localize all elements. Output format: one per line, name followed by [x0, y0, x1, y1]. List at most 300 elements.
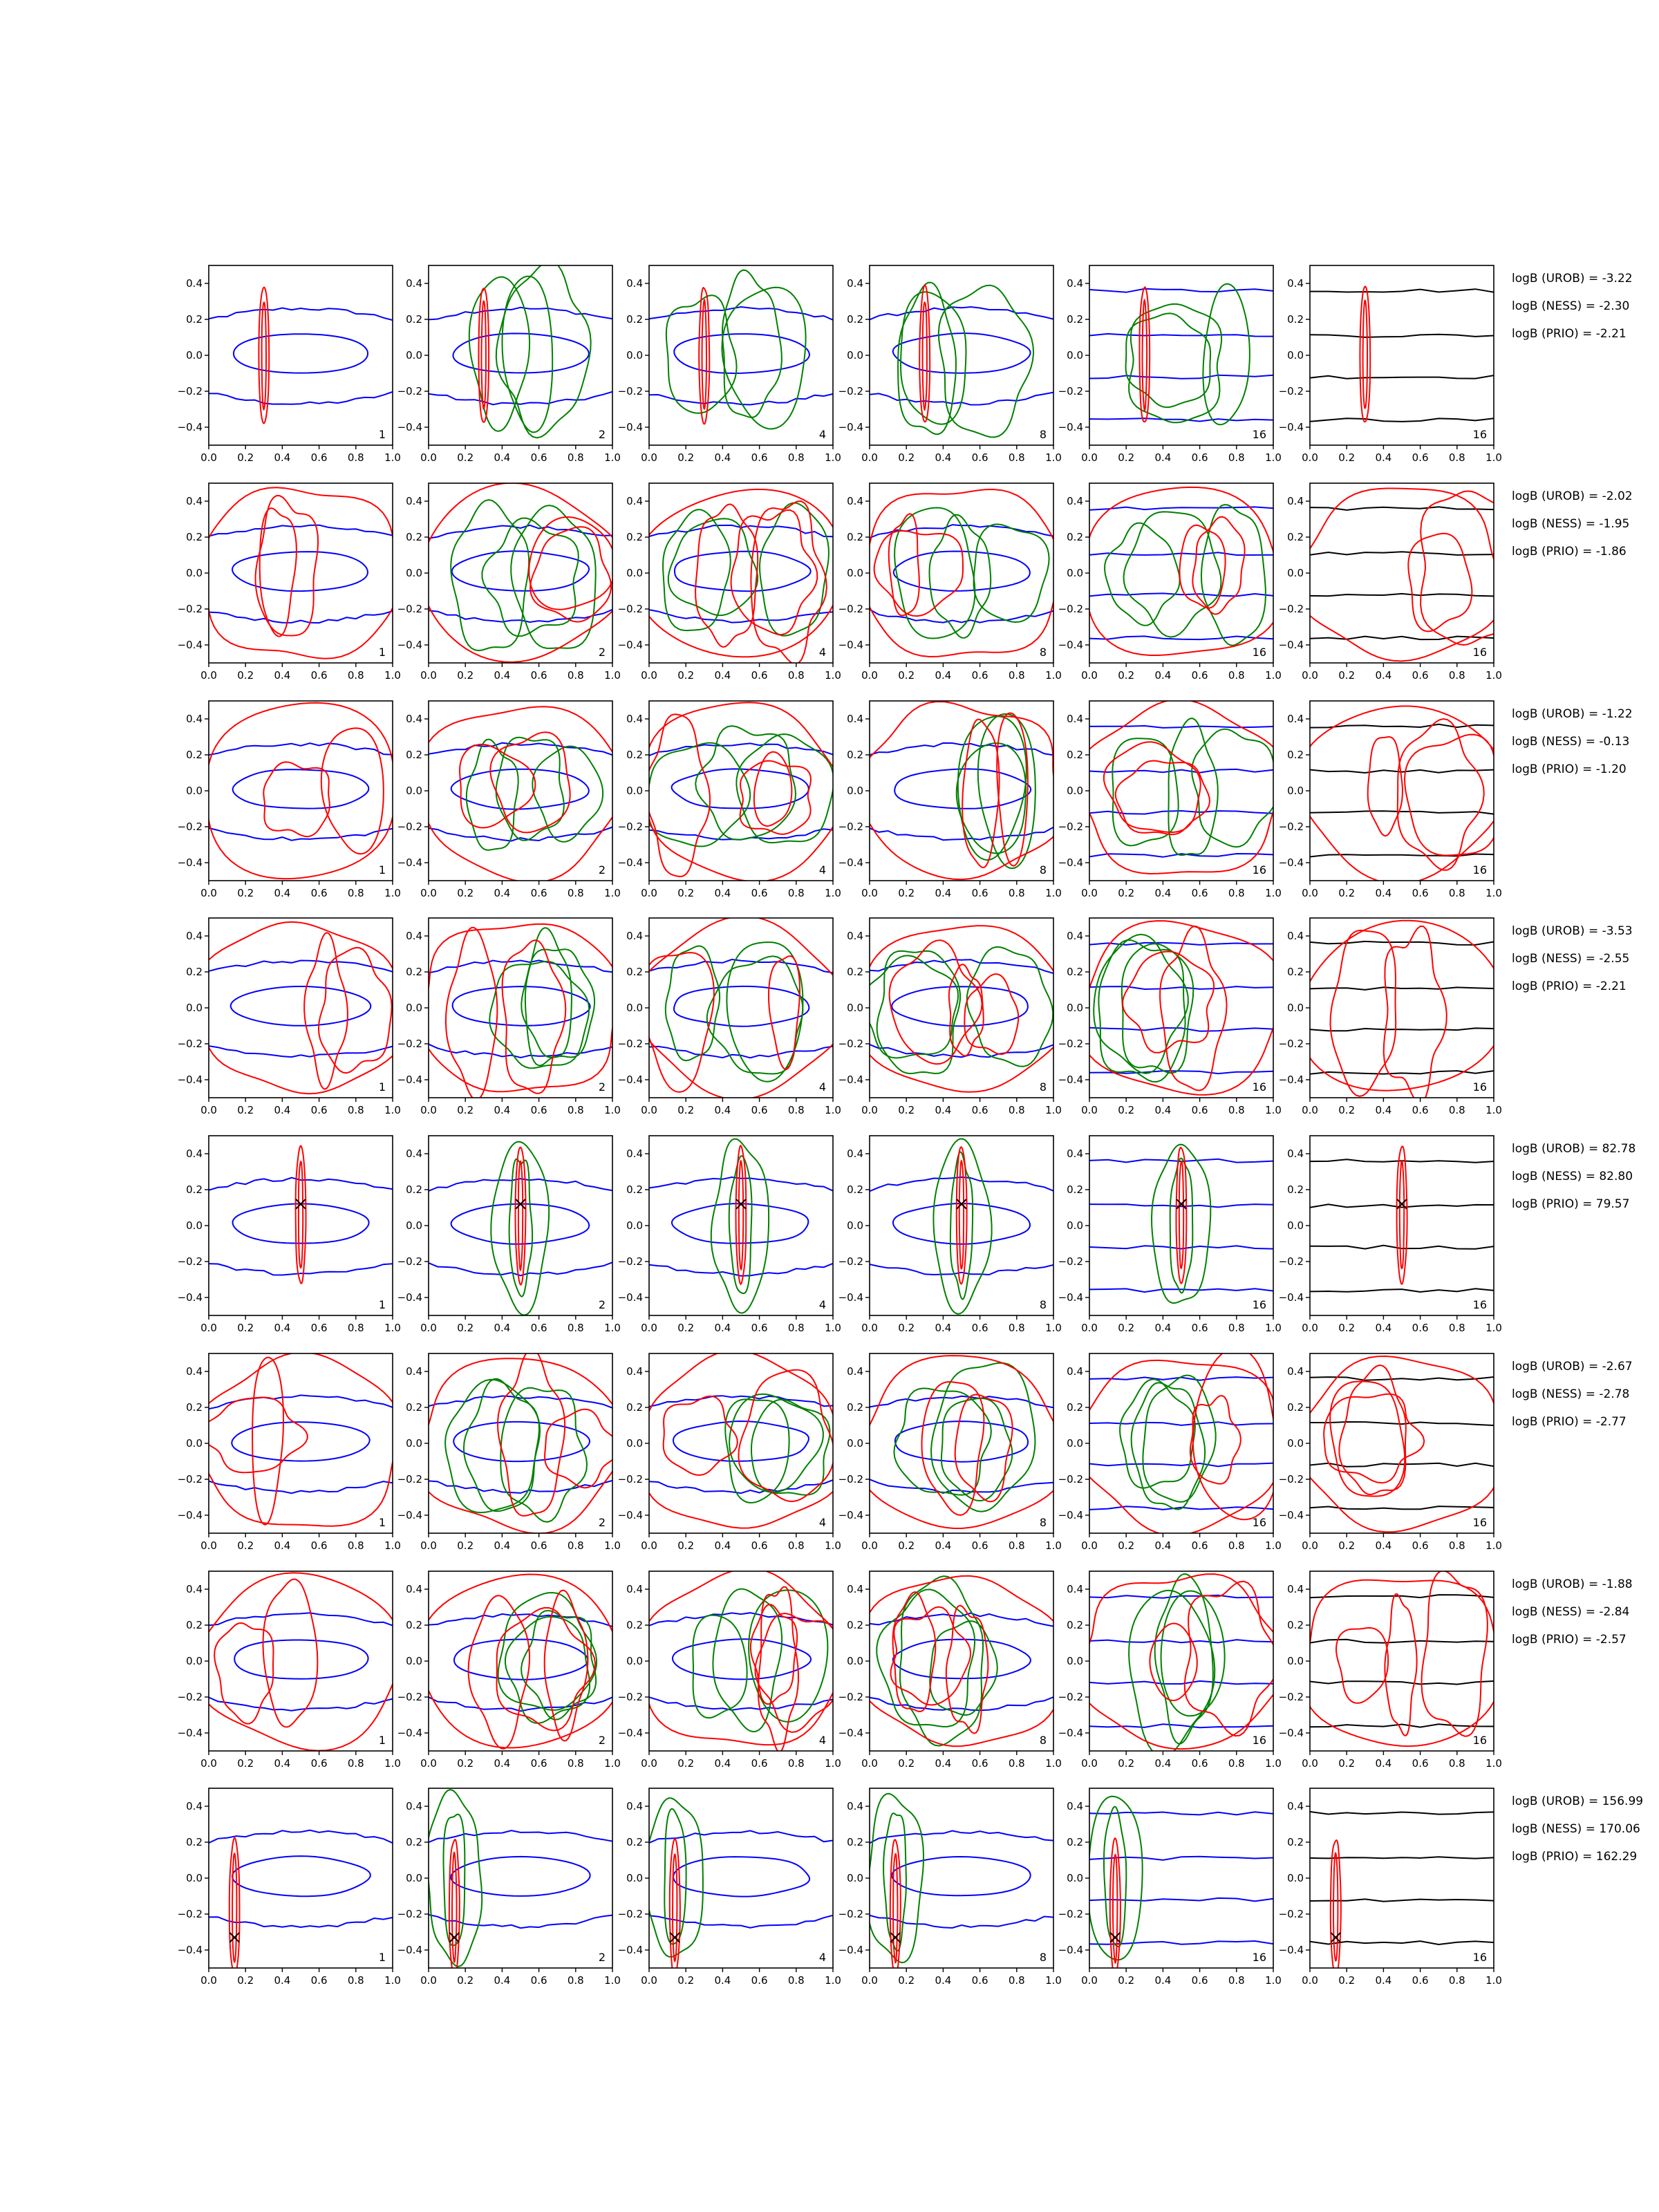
contour-blue-band — [1089, 1422, 1273, 1425]
x-tick-label: 0.8 — [1228, 1322, 1245, 1334]
x-tick-label: 1.0 — [1045, 1757, 1062, 1770]
contour-black-band — [1310, 1422, 1494, 1425]
logb-readout: logB (UROB) = 156.99 — [1512, 1794, 1644, 1808]
x-tick-label: 0.6 — [1412, 1322, 1429, 1334]
y-tick-label: −0.2 — [177, 821, 203, 833]
x-tick-label: 0.2 — [457, 1539, 474, 1552]
x-tick-label: 0.0 — [1081, 1322, 1098, 1334]
y-tick-label: 0.2 — [1067, 1183, 1083, 1196]
logb-readout: logB (PRIO) = -2.57 — [1512, 1633, 1627, 1647]
y-tick-label: −0.4 — [838, 856, 863, 869]
y-tick-label: 0.4 — [626, 1583, 643, 1595]
plot-area — [1076, 1348, 1279, 1535]
x-tick-label: 0.6 — [751, 451, 768, 464]
panel-label: 4 — [818, 428, 826, 441]
contour-blue-inner — [893, 333, 1031, 373]
y-tick-label: 0.4 — [186, 930, 203, 942]
y-tick-label: 0.2 — [186, 1836, 203, 1848]
panel-label: 16 — [1472, 1516, 1487, 1529]
plot-area — [209, 1830, 393, 1976]
x-tick-label: 0.4 — [714, 451, 731, 464]
plot-area — [641, 1568, 845, 1752]
row-7 — [178, 1568, 1633, 1770]
contour-blue-inner — [674, 986, 809, 1027]
panel-r8-c5 — [1058, 1788, 1282, 1987]
y-tick-label: −0.4 — [617, 856, 643, 869]
contour-red — [1113, 1855, 1117, 1962]
contour-red — [1363, 301, 1367, 409]
y-tick-label: 0.0 — [186, 1872, 203, 1884]
contour-red — [890, 940, 982, 1064]
x-tick-label: 0.8 — [347, 1322, 364, 1334]
contour-red-outer — [196, 922, 405, 1094]
logb-readout: logB (PRIO) = -2.77 — [1512, 1415, 1627, 1429]
y-tick-label: −0.2 — [177, 603, 203, 615]
x-tick-label: 1.0 — [825, 1539, 841, 1552]
contour-red — [1360, 287, 1370, 422]
x-tick-label: 0.6 — [1191, 1322, 1208, 1334]
y-tick-label: 0.4 — [626, 1800, 643, 1812]
y-tick-label: 0.0 — [847, 1002, 863, 1014]
x-tick-label: 0.0 — [861, 669, 878, 682]
y-tick-label: 0.4 — [1287, 713, 1304, 725]
contour-blue-band — [870, 827, 1053, 841]
x-tick-label: 0.2 — [237, 1757, 254, 1770]
panel-r1-c3 — [618, 265, 841, 464]
y-tick-label: 0.4 — [1067, 495, 1083, 507]
panel-label: 2 — [598, 1080, 606, 1094]
contour-blue-inner — [452, 551, 590, 591]
x-tick-label: 0.2 — [677, 887, 695, 899]
panel-label: 1 — [378, 1298, 386, 1311]
logb-readout: logB (NESS) = 82.80 — [1512, 1170, 1633, 1183]
x-tick-label: 0.6 — [1412, 451, 1429, 464]
y-tick-label: −0.2 — [397, 1038, 422, 1050]
y-tick-label: 0.4 — [406, 1583, 422, 1595]
y-tick-label: −0.4 — [1058, 1074, 1083, 1086]
panel-label: 16 — [1472, 1080, 1487, 1094]
contour-black-band — [1310, 1681, 1494, 1685]
contour-red — [262, 302, 266, 409]
x-tick-label: 0.8 — [1228, 1757, 1245, 1770]
contour-red — [1397, 1146, 1407, 1284]
x-tick-label: 0.4 — [1154, 1322, 1172, 1334]
axes-frame — [429, 918, 612, 1098]
y-tick-label: −0.4 — [838, 1074, 863, 1086]
panel-label: 16 — [1472, 646, 1487, 659]
x-tick-label: 0.0 — [1081, 1539, 1098, 1552]
contour-green — [664, 1809, 686, 1944]
logb-readout: logB (NESS) = -1.95 — [1512, 517, 1630, 531]
y-tick-label: 0.0 — [1067, 1002, 1083, 1014]
contour-blue-band — [1089, 1246, 1273, 1248]
panel-r7-c5 — [1058, 1571, 1288, 1770]
contour-blue-band — [429, 1396, 612, 1408]
plot-area — [1310, 1812, 1494, 1976]
panel-label: 8 — [1039, 646, 1047, 659]
panel-label: 4 — [818, 1516, 826, 1529]
logb-readout: logB (UROB) = 82.78 — [1512, 1142, 1636, 1156]
y-tick-label: −0.4 — [177, 1944, 203, 1956]
contour-blue-band — [1089, 1857, 1273, 1860]
y-tick-label: 0.0 — [186, 567, 203, 579]
y-tick-label: 0.0 — [1287, 567, 1304, 579]
x-tick-label: 0.4 — [274, 451, 291, 464]
x-tick-label: 0.6 — [1191, 669, 1208, 682]
contour-blue-inner — [895, 1421, 1028, 1462]
y-tick-label: 0.2 — [626, 1183, 643, 1196]
x-tick-label: 1.0 — [1045, 1104, 1062, 1116]
panel-r6-c1 — [178, 1352, 401, 1552]
x-tick-label: 0.8 — [347, 887, 364, 899]
y-tick-label: −0.2 — [838, 385, 863, 397]
x-tick-label: 0.4 — [714, 1104, 731, 1116]
y-tick-label: 0.4 — [1067, 1147, 1083, 1160]
plot-area — [1295, 489, 1511, 662]
x-tick-label: 0.6 — [310, 1104, 328, 1116]
x-tick-label: 0.2 — [1338, 1757, 1356, 1770]
x-tick-label: 0.4 — [1154, 1104, 1172, 1116]
x-tick-label: 0.0 — [1302, 1104, 1318, 1116]
x-tick-label: 0.8 — [1008, 669, 1025, 682]
panel-label: 4 — [818, 646, 826, 659]
logb-readout: logB (UROB) = -1.88 — [1512, 1577, 1633, 1591]
plot-area — [209, 288, 393, 424]
contour-blue-inner — [893, 1203, 1030, 1244]
contour-red-outer — [1078, 1574, 1287, 1749]
x-tick-label: 0.0 — [641, 1322, 657, 1334]
x-tick-label: 0.6 — [1191, 1104, 1208, 1116]
axes-frame — [1089, 265, 1273, 445]
contour-green — [489, 962, 589, 1068]
contour-blue-inner — [893, 1640, 1031, 1679]
x-tick-label: 0.0 — [641, 1104, 657, 1116]
y-tick-label: −0.4 — [1278, 1727, 1304, 1739]
contour-green — [668, 518, 758, 615]
panel-r2-c2 — [397, 483, 630, 682]
panel-label: 1 — [378, 1734, 386, 1747]
y-tick-label: 0.0 — [1287, 1655, 1304, 1667]
x-tick-label: 0.8 — [1228, 1539, 1245, 1552]
x-tick-label: 1.0 — [825, 887, 841, 899]
x-tick-label: 1.0 — [1265, 1104, 1282, 1116]
y-tick-label: 0.4 — [847, 1147, 863, 1160]
y-tick-label: −0.2 — [1278, 1691, 1304, 1703]
contour-red — [1143, 300, 1147, 411]
panel-r8-c6 — [1279, 1788, 1502, 1987]
y-tick-label: 0.0 — [626, 1655, 643, 1667]
y-tick-label: 0.2 — [186, 531, 203, 543]
true-parameter-marker — [1110, 1933, 1120, 1942]
row-2 — [178, 483, 1633, 682]
y-tick-label: −0.4 — [617, 1944, 643, 1956]
x-tick-label: 0.0 — [1302, 887, 1318, 899]
x-tick-label: 0.0 — [1302, 1757, 1318, 1770]
contour-blue-band — [209, 308, 393, 321]
y-tick-label: −0.2 — [177, 1908, 203, 1920]
x-tick-label: 0.4 — [1154, 669, 1172, 682]
logb-readout: logB (UROB) = -2.02 — [1512, 489, 1633, 503]
x-tick-label: 0.4 — [714, 1539, 731, 1552]
x-tick-label: 0.8 — [1448, 1757, 1465, 1770]
contour-black-band — [1310, 1071, 1494, 1074]
y-tick-label: −0.2 — [177, 1038, 203, 1050]
contour-blue-band — [209, 1481, 393, 1494]
contour-red-outer — [1296, 1356, 1499, 1532]
y-tick-label: 0.4 — [186, 713, 203, 725]
y-tick-label: 0.0 — [847, 1872, 863, 1884]
axes-frame — [209, 701, 393, 881]
logb-readout: logB (UROB) = -1.22 — [1512, 707, 1633, 721]
contour-red — [1177, 1147, 1187, 1284]
plot-area — [1078, 1574, 1287, 1756]
y-tick-label: −0.4 — [397, 856, 422, 869]
y-tick-label: −0.4 — [177, 639, 203, 651]
x-tick-label: 0.2 — [237, 1539, 254, 1552]
contour-red — [490, 732, 570, 832]
y-tick-label: −0.2 — [397, 1908, 422, 1920]
contour-black-band — [1310, 375, 1494, 379]
y-tick-label: 0.2 — [1067, 1836, 1083, 1848]
x-tick-label: 0.6 — [310, 1757, 328, 1770]
y-tick-label: −0.2 — [838, 1255, 863, 1268]
x-tick-label: 0.6 — [971, 1104, 988, 1116]
x-tick-label: 0.2 — [457, 451, 474, 464]
logb-readout: logB (UROB) = -3.53 — [1512, 924, 1633, 938]
panel-label: 1 — [378, 428, 386, 441]
x-tick-label: 0.0 — [861, 1757, 878, 1770]
x-tick-label: 0.8 — [1228, 887, 1245, 899]
x-tick-label: 0.8 — [1228, 451, 1245, 464]
contour-green — [1161, 1591, 1225, 1716]
contour-green — [445, 1380, 540, 1512]
contour-black-band — [1310, 987, 1494, 990]
contour-black-band — [1310, 1288, 1494, 1292]
axes-frame — [1089, 483, 1273, 663]
x-tick-label: 0.6 — [1191, 1757, 1208, 1770]
y-tick-label: −0.2 — [1058, 1038, 1083, 1050]
x-tick-label: 0.2 — [677, 669, 695, 682]
x-tick-label: 0.8 — [787, 669, 805, 682]
contour-green — [978, 714, 1035, 868]
row-3 — [178, 700, 1633, 899]
plot-area — [1076, 700, 1284, 874]
contour-black-band — [1310, 418, 1494, 422]
y-tick-label: 0.2 — [847, 1401, 863, 1414]
x-tick-label: 0.0 — [1081, 1757, 1098, 1770]
y-tick-label: 0.0 — [406, 1655, 422, 1667]
x-tick-label: 0.6 — [530, 1539, 547, 1552]
x-tick-label: 0.8 — [1448, 1539, 1465, 1552]
y-tick-label: 0.0 — [626, 349, 643, 362]
logb-readout: logB (UROB) = -2.67 — [1512, 1360, 1633, 1374]
y-tick-label: 0.0 — [1067, 1655, 1083, 1667]
contour-green — [1126, 313, 1211, 407]
x-tick-label: 0.4 — [274, 1322, 291, 1334]
x-tick-label: 0.4 — [1375, 669, 1392, 682]
x-tick-label: 0.2 — [677, 451, 695, 464]
contour-blue-band — [1089, 593, 1273, 596]
y-tick-label: 0.0 — [626, 785, 643, 797]
y-tick-label: 0.4 — [406, 277, 422, 290]
contour-red — [263, 762, 330, 836]
contour-red — [1104, 742, 1201, 832]
y-tick-label: 0.0 — [186, 785, 203, 797]
x-tick-label: 1.0 — [1045, 1974, 1062, 1987]
x-tick-label: 0.4 — [274, 669, 291, 682]
panel-label: 16 — [1472, 428, 1487, 441]
panel-label: 4 — [818, 1080, 826, 1094]
contour-green — [467, 740, 518, 850]
x-tick-label: 1.0 — [384, 1974, 401, 1987]
contour-red-outer — [856, 702, 1063, 879]
contour-blue-inner — [232, 552, 368, 591]
y-tick-label: −0.4 — [838, 1944, 863, 1956]
y-tick-label: −0.4 — [1278, 1509, 1304, 1521]
panel-label: 16 — [1252, 1951, 1266, 1964]
x-tick-label: 0.0 — [420, 451, 437, 464]
x-tick-label: 0.2 — [1118, 1974, 1135, 1987]
y-tick-label: −0.2 — [177, 1473, 203, 1485]
x-tick-label: 0.4 — [1375, 1757, 1392, 1770]
y-tick-label: 0.0 — [847, 1655, 863, 1667]
contour-red-outer — [1295, 489, 1503, 662]
x-tick-label: 0.0 — [1081, 451, 1098, 464]
x-tick-label: 0.4 — [714, 1757, 731, 1770]
axes-frame — [870, 1353, 1053, 1533]
y-tick-label: −0.4 — [617, 1291, 643, 1304]
x-tick-label: 0.0 — [1081, 669, 1098, 682]
contour-green — [1192, 729, 1277, 847]
y-tick-label: 0.0 — [626, 567, 643, 579]
contour-blue-band — [870, 1044, 1053, 1057]
y-tick-label: 0.2 — [1287, 966, 1304, 978]
row-6 — [178, 1348, 1633, 1552]
contour-green — [950, 1152, 973, 1300]
panel-r1-c4 — [838, 265, 1062, 464]
x-tick-label: 0.8 — [347, 1104, 364, 1116]
panel-label: 8 — [1039, 1951, 1047, 1964]
logb-readout: logB (NESS) = -2.55 — [1512, 952, 1630, 966]
panel-label: 1 — [378, 1951, 386, 1964]
axes-frame — [209, 483, 393, 663]
x-tick-label: 0.2 — [237, 1322, 254, 1334]
x-tick-label: 0.4 — [494, 1322, 511, 1334]
contour-green — [729, 1394, 823, 1492]
true-parameter-marker — [1331, 1933, 1340, 1942]
contour-blue-band — [209, 1698, 393, 1711]
plot-area — [870, 1139, 1053, 1314]
x-tick-label: 0.4 — [935, 669, 952, 682]
y-tick-label: 0.2 — [406, 1401, 422, 1414]
x-tick-label: 0.6 — [751, 1539, 768, 1552]
y-tick-label: 0.0 — [186, 1002, 203, 1014]
x-tick-label: 0.6 — [1412, 1539, 1429, 1552]
y-tick-label: 0.2 — [626, 1836, 643, 1848]
contour-blue-inner — [453, 1422, 590, 1461]
contour-red — [670, 1839, 680, 1977]
panel-r1-c1 — [178, 265, 401, 464]
contour-red — [1385, 1594, 1416, 1736]
plot-area — [1298, 921, 1506, 1103]
y-tick-label: 0.0 — [626, 1219, 643, 1232]
x-tick-label: 0.6 — [971, 1322, 988, 1334]
x-tick-label: 0.0 — [420, 1974, 437, 1987]
contour-green — [500, 1388, 587, 1522]
panel-label: 2 — [598, 1298, 606, 1311]
y-tick-label: 0.2 — [406, 1619, 422, 1631]
y-tick-label: −0.4 — [1278, 639, 1304, 651]
contour-red — [1110, 1838, 1121, 1977]
y-tick-label: 0.0 — [1287, 1002, 1304, 1014]
contour-red — [232, 1853, 236, 1962]
axes-frame — [649, 918, 833, 1098]
y-tick-label: 0.2 — [1287, 531, 1304, 543]
contour-black-band — [1310, 770, 1494, 774]
y-tick-label: −0.2 — [397, 1691, 422, 1703]
x-tick-label: 0.2 — [237, 1974, 254, 1987]
contour-blue-inner — [451, 1204, 590, 1244]
x-tick-label: 0.0 — [1081, 1974, 1098, 1987]
contour-green — [1094, 935, 1188, 1074]
contour-blue-inner — [672, 1203, 808, 1243]
x-tick-label: 0.2 — [898, 1539, 915, 1552]
panel-label: 16 — [1472, 1951, 1487, 1964]
contour-blue-inner — [231, 986, 371, 1026]
x-tick-label: 0.8 — [1448, 451, 1465, 464]
panel-r6-c2 — [397, 1349, 625, 1553]
x-tick-label: 0.0 — [200, 451, 217, 464]
y-tick-label: 0.4 — [186, 1583, 203, 1595]
y-tick-label: −0.2 — [1278, 1473, 1304, 1485]
x-tick-label: 0.6 — [1412, 887, 1429, 899]
panel-label: 16 — [1252, 646, 1266, 659]
y-tick-label: 0.4 — [847, 277, 863, 290]
x-tick-label: 1.0 — [1485, 1539, 1502, 1552]
y-tick-label: 0.0 — [1067, 567, 1083, 579]
contour-green — [900, 1576, 983, 1745]
row-8 — [178, 1788, 1644, 1987]
contour-red — [1421, 491, 1511, 645]
x-tick-label: 1.0 — [384, 1322, 401, 1334]
x-tick-label: 0.0 — [861, 1322, 878, 1334]
x-tick-label: 0.4 — [714, 1974, 731, 1987]
x-tick-label: 0.8 — [1448, 1974, 1465, 1987]
contour-red — [957, 1147, 967, 1284]
panel-label: 8 — [1039, 1080, 1047, 1094]
x-tick-label: 1.0 — [1265, 1322, 1282, 1334]
contour-blue-band — [649, 829, 833, 839]
x-tick-label: 0.2 — [1338, 1104, 1356, 1116]
contour-blue-band — [1089, 1812, 1273, 1815]
axes-frame — [429, 1571, 612, 1751]
x-tick-label: 0.8 — [567, 669, 584, 682]
plot-area — [1089, 1145, 1273, 1303]
panel-r4-c1 — [178, 918, 405, 1116]
y-tick-label: 0.4 — [406, 1147, 422, 1160]
logb-readout: logB (PRIO) = -1.20 — [1512, 762, 1627, 776]
x-tick-label: 0.2 — [1338, 1539, 1356, 1552]
x-tick-label: 0.0 — [420, 1322, 437, 1334]
plot-area — [429, 1142, 612, 1315]
y-tick-label: 0.4 — [406, 495, 422, 507]
panel-label: 1 — [378, 646, 386, 659]
y-tick-label: 0.0 — [1287, 785, 1304, 797]
contour-red-outer — [194, 1573, 402, 1750]
contour-black-band — [1310, 1857, 1494, 1858]
panel-r8-c3 — [618, 1788, 841, 1987]
y-tick-label: −0.2 — [1278, 1038, 1304, 1050]
